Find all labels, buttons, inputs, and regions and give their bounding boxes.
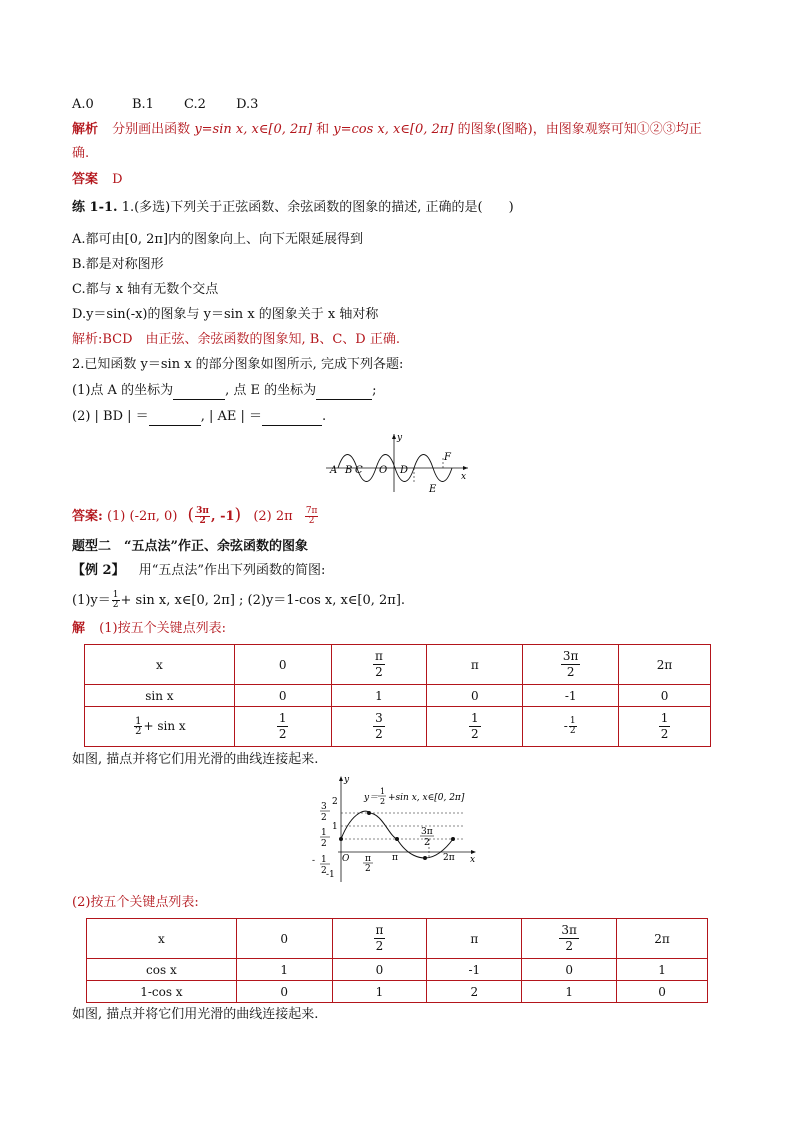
key-point — [367, 811, 371, 815]
table-cell: 1 — [331, 685, 427, 707]
minus-sign: - — [563, 719, 568, 733]
solution-text: (1)按五个关键点列表: — [99, 621, 226, 636]
table-cell: 0 — [617, 981, 708, 1003]
tick-3pi2-den: 2 — [424, 838, 430, 848]
answer-blank — [316, 386, 372, 400]
answer-1 — [72, 171, 123, 189]
solution-2: (2)按五个关键点列表: — [72, 895, 199, 910]
q2-part1 — [72, 382, 377, 400]
practice-option-d: D.y＝sin(-x)的图象与 y＝sin x 的图象关于 x 轴对称 — [72, 307, 379, 322]
numerator: 3π — [196, 506, 210, 516]
numerator: 1 — [569, 716, 576, 726]
table-cell: 1-cos x — [87, 981, 237, 1003]
tick-3-den: 2 — [321, 813, 327, 823]
numerator: π — [375, 923, 384, 937]
table-cell — [523, 645, 619, 685]
table-cell: sin x — [85, 685, 235, 707]
table-row — [87, 959, 708, 981]
answer-part2: (2) 2π — [253, 509, 293, 524]
fraction-7pi-2 — [305, 507, 319, 526]
table-cell — [234, 707, 331, 747]
analysis-text: 和 — [316, 122, 330, 137]
formula-num: 1 — [380, 787, 386, 796]
table-cell: 2π — [617, 919, 708, 959]
answer-blank — [149, 412, 201, 426]
tick-pi2-den: 2 — [365, 864, 371, 874]
table-cell — [523, 707, 619, 747]
table-cell: 0 — [522, 959, 617, 981]
table-cell — [522, 919, 617, 959]
table-cell: 0 — [236, 981, 332, 1003]
table-cell: 2π — [619, 645, 711, 685]
option-b: B.1 — [131, 97, 154, 112]
tick-neghalf-num: 1 — [321, 855, 327, 865]
example-2 — [72, 562, 325, 580]
answer-blank — [262, 412, 322, 426]
tick-neg1: -1 — [326, 870, 335, 880]
q2-text: , 点 E 的坐标为 — [225, 383, 317, 398]
caption-2: 如图, 描点并将它们用光滑的曲线连接起来. — [72, 1007, 319, 1022]
analysis-1 — [72, 121, 702, 139]
label-d: D — [400, 465, 409, 476]
table-cell: -1 — [523, 685, 619, 707]
analysis-formula-1: y=sin x, x∈[0, 2π] — [194, 122, 312, 137]
example-functions — [72, 591, 405, 610]
numerator: π — [375, 649, 383, 663]
denominator: 2 — [375, 727, 383, 741]
tick-minus: - — [312, 856, 316, 866]
analysis-formula-2: y=cos x, x∈[0, 2π] — [333, 122, 454, 137]
denominator: 2 — [566, 665, 575, 679]
answer-coord: , -1 — [211, 509, 235, 524]
numerator: 1 — [135, 716, 142, 727]
tick-pi2-num: π — [365, 854, 371, 864]
practice-option-a: A.都可由[0, 2π]内的图象向上、向下无限延展得到 — [72, 232, 364, 247]
answer-blank — [173, 386, 225, 400]
table-cell: 0 — [234, 685, 331, 707]
table-sin — [84, 644, 711, 747]
label-c: C — [355, 465, 363, 476]
analysis-1-cont: 确. — [72, 146, 90, 161]
label-f: F — [444, 452, 451, 463]
practice-text: 1.(多选)下列关于正弦函数、余弦函数的图象的描述, 正确的是( ) — [121, 200, 514, 215]
answer-label: 答案 — [72, 172, 99, 187]
table-cell: 1 — [332, 981, 427, 1003]
label-o: O — [379, 465, 388, 476]
label-origin: O — [342, 854, 350, 864]
table-cell — [85, 707, 235, 747]
denominator: 2 — [199, 516, 206, 526]
table-row — [85, 707, 711, 747]
tick-half-den: 2 — [321, 839, 327, 849]
numerator: 1 — [112, 590, 119, 600]
table-cell: 0 — [236, 919, 332, 959]
numerator: 1 — [278, 711, 287, 725]
table-cos — [86, 918, 708, 1003]
formula-den: 2 — [380, 797, 386, 806]
table-cell — [331, 707, 427, 747]
section-heading: 题型二 “五点法”作正、余弦函数的图象 — [72, 539, 308, 554]
key-point — [451, 837, 455, 841]
table-cell: 0 — [427, 685, 523, 707]
denominator: 2 — [375, 939, 384, 953]
table-cell — [427, 707, 523, 747]
table-cell: x — [87, 919, 237, 959]
answer-part1: (1) (-2π, 0) — [106, 509, 178, 524]
table-cell: -1 — [427, 959, 522, 981]
x-axis-arrow — [471, 850, 476, 854]
formula-part: +sin x, x∈[0, 2π] — [388, 793, 465, 803]
label-e: E — [429, 484, 437, 495]
table-cell: 1 — [617, 959, 708, 981]
label-y: y — [344, 775, 350, 785]
table-cell — [331, 645, 427, 685]
table-row — [87, 981, 708, 1003]
tick-neghalf-den: 2 — [321, 866, 327, 876]
example-text: 用“五点法”作出下列函数的简图: — [138, 563, 326, 578]
option-d: D.3 — [236, 97, 259, 112]
tick-pi: π — [392, 853, 398, 863]
analysis-label: 解析 — [72, 122, 99, 137]
label-y: y — [397, 433, 403, 443]
numerator: 1 — [660, 711, 669, 725]
q2-text: , | AE | ＝ — [200, 409, 262, 424]
analysis-text: 分别画出函数 — [112, 122, 191, 137]
example-text: (1)y＝ — [72, 593, 111, 608]
q2-text: (2) | BD | ＝ — [72, 409, 149, 424]
example-text: + sin x, x∈[0, 2π] ; (2)y＝1-cos x, x∈[0, 2π]. — [120, 593, 406, 608]
table-cell: 0 — [332, 959, 427, 981]
denominator: 2 — [569, 726, 576, 736]
practice-analysis: 解析:BCD 由正弦、余弦函数的图象知, B、C、D 正确. — [72, 332, 400, 347]
tick-2: 2 — [332, 797, 338, 807]
table-cell: cos x — [87, 959, 237, 981]
table-cell: 1 — [236, 959, 332, 981]
key-point — [339, 837, 343, 841]
q2-stem: 2.已知函数 y＝sin x 的部分图象如图所示, 完成下列各题: — [72, 357, 404, 372]
denominator: 2 — [565, 939, 573, 953]
table-row — [85, 685, 711, 707]
solution-label: 解 — [72, 621, 86, 636]
caption-1: 如图, 描点并将它们用光滑的曲线连接起来. — [72, 752, 319, 767]
numerator: 3 — [375, 711, 383, 725]
q2-text: . — [322, 409, 327, 424]
formula-part: y＝ — [364, 793, 379, 803]
table-cell: 0 — [619, 685, 711, 707]
y-axis-arrow — [339, 776, 343, 781]
q2-text: (1)点 A 的坐标为 — [72, 383, 174, 398]
q2-part2 — [72, 408, 326, 426]
paren: ( — [187, 505, 195, 525]
option-c: C.2 — [184, 97, 206, 112]
practice-number: 练 1-1. — [72, 200, 118, 215]
label-a: A — [330, 465, 338, 476]
numerator: 7π — [305, 506, 318, 516]
denominator: 2 — [660, 727, 669, 741]
five-point-sin-graph — [310, 772, 485, 884]
tick-3pi2-num: 3π — [421, 827, 433, 837]
label-x: x — [461, 472, 467, 482]
practice-stem — [72, 199, 514, 217]
question-options — [72, 96, 258, 114]
denominator: 2 — [112, 600, 119, 610]
paren: ) — [234, 505, 242, 525]
practice-option-b: B.都是对称图形 — [72, 257, 164, 272]
option-a: A.0 — [72, 97, 94, 112]
answer-value: D — [112, 172, 123, 187]
answer-label: 答案: — [72, 509, 103, 524]
practice-option-c: C.都与 x 轴有无数个交点 — [72, 282, 219, 297]
table-cell: x — [85, 645, 235, 685]
curve — [341, 811, 453, 858]
table-cell — [332, 919, 427, 959]
label-x: x — [470, 855, 476, 865]
table-row — [87, 919, 708, 959]
table-cell — [619, 707, 711, 747]
answer-2 — [72, 506, 319, 526]
table-cell: 2 — [427, 981, 522, 1003]
solution-1 — [72, 620, 226, 638]
denominator: 2 — [375, 665, 383, 679]
tick-1: 1 — [332, 822, 338, 832]
tick-half-num: 1 — [321, 828, 327, 838]
label-b: B — [345, 465, 353, 476]
denominator: 2 — [308, 516, 315, 526]
fraction-3pi-2 — [195, 507, 210, 526]
table-cell: 0 — [234, 645, 331, 685]
tick-3-num: 3 — [321, 802, 327, 812]
q2-text: ; — [372, 383, 377, 398]
denominator: 2 — [471, 727, 479, 741]
table-row — [85, 645, 711, 685]
sine-graph — [322, 430, 472, 496]
key-point — [423, 856, 427, 860]
example-label: 【例 2】 — [72, 563, 125, 578]
table-cell: 1 — [522, 981, 617, 1003]
numerator: 3π — [562, 649, 579, 663]
x-axis-arrow — [463, 466, 468, 470]
key-point — [395, 837, 399, 841]
tick-2pi: 2π — [443, 853, 455, 863]
cell-text: + sin x — [143, 719, 186, 733]
fraction-one-half — [112, 591, 120, 610]
y-axis-arrow — [392, 434, 396, 439]
numerator: 1 — [471, 711, 479, 725]
denominator: 2 — [135, 726, 142, 737]
analysis-text: 的图象(图略)，由图象观察可知①②③均正 — [457, 122, 702, 137]
numerator: 3π — [561, 923, 577, 937]
table-cell: π — [427, 645, 523, 685]
table-cell: π — [427, 919, 522, 959]
denominator: 2 — [278, 727, 287, 741]
